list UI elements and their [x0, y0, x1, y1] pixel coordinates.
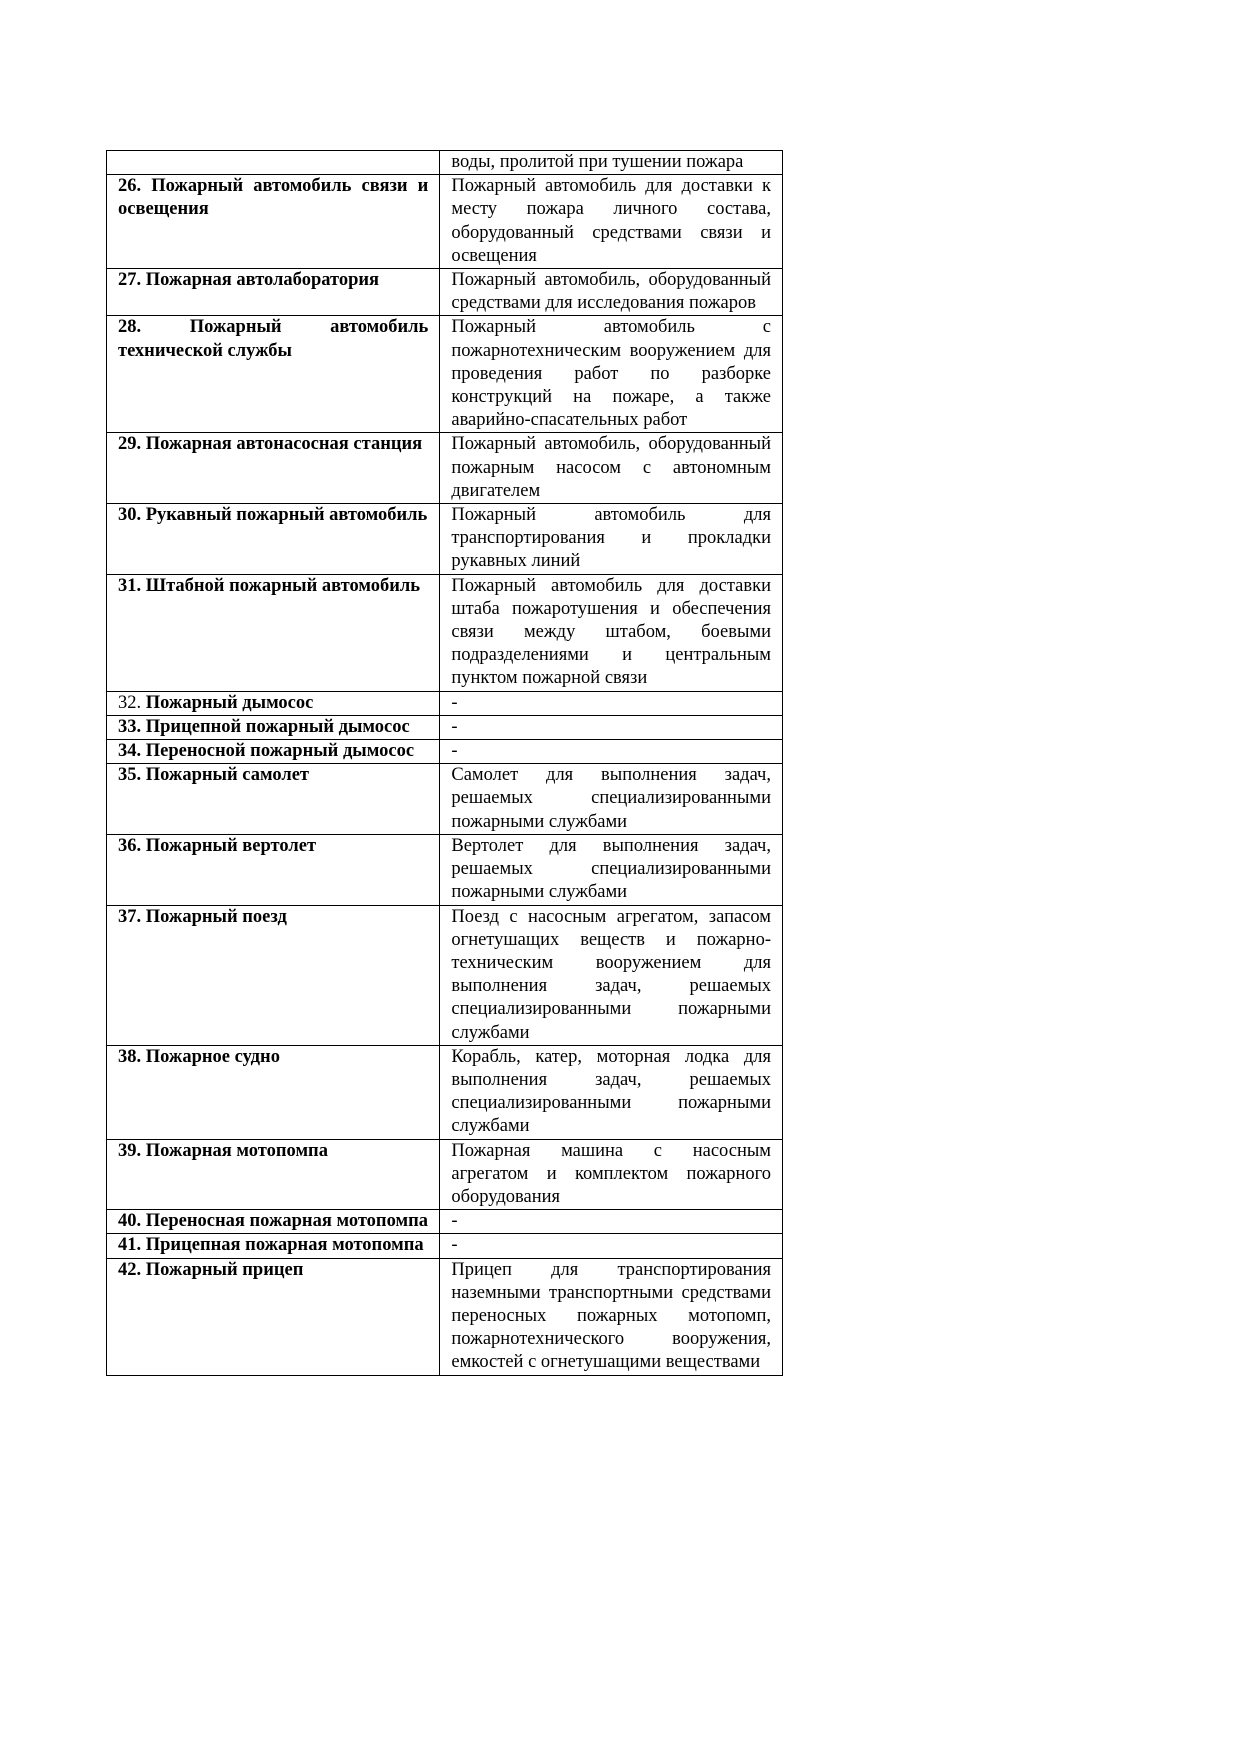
definition-cell: воды, пролитой при тушении пожара	[440, 151, 783, 175]
definition-cell: Пожарный автомобиль, оборудованный пожарным насосом с автономным двигателем	[440, 433, 783, 504]
term-cell: 39. Пожарная мотопомпа	[107, 1139, 440, 1210]
table-row	[107, 691, 783, 715]
definition-cell: Пожарный автомобиль, оборудованный средствами для исследования пожаров	[440, 269, 783, 316]
term-label: Пожарный дымосос	[145, 692, 314, 713]
term-cell: 34. Переносной пожарный дымосос	[107, 740, 440, 764]
definition-cell: Вертолет для выполнения задач, решаемых специализированными пожарными службами	[440, 834, 783, 905]
table-row	[107, 269, 783, 316]
table-row	[107, 715, 783, 739]
definition-cell: Самолет для выполнения задач, решаемых специализированными пожарными службами	[440, 764, 783, 835]
table-row	[107, 574, 783, 691]
definition-cell: Корабль, катер, моторная лодка для выполнения задач, решаемых специализированными пожарными службами	[440, 1045, 783, 1139]
table-row	[107, 1234, 783, 1258]
definition-cell: Пожарная машина с насосным агрегатом и комплектом пожарного оборудования	[440, 1139, 783, 1210]
term-cell: 27. Пожарная автолаборатория	[107, 269, 440, 316]
table-row	[107, 764, 783, 835]
definition-cell: -	[440, 1210, 783, 1234]
definition-cell: Пожарный автомобиль для доставки штаба пожаротушения и обеспечения связи между штабом, боевыми подразделениями и центральным пунктом пожарной связи	[440, 574, 783, 691]
term-cell: 28. Пожарный автомобиль технической службы	[107, 316, 440, 433]
table-row	[107, 433, 783, 504]
definition-cell: -	[440, 715, 783, 739]
term-number: 32.	[118, 692, 142, 713]
term-cell: 26. Пожарный автомобиль связи и освещения	[107, 175, 440, 269]
term-cell: 31. Штабной пожарный автомобиль	[107, 574, 440, 691]
table-row	[107, 504, 783, 575]
table-row	[107, 740, 783, 764]
definition-cell: -	[440, 740, 783, 764]
table-row	[107, 151, 783, 175]
definition-cell: Пожарный автомобиль для доставки к месту пожара личного состава, оборудованный средствами связи и освещения	[440, 175, 783, 269]
table-row	[107, 834, 783, 905]
table-row	[107, 905, 783, 1045]
definition-cell: Поезд с насосным агрегатом, запасом огнетушащих веществ и пожарно-техническим вооружением для выполнения задач, решаемых специализированными пожарными службами	[440, 905, 783, 1045]
table-row	[107, 1045, 783, 1139]
term-cell: 35. Пожарный самолет	[107, 764, 440, 835]
term-cell: 40. Переносная пожарная мотопомпа	[107, 1210, 440, 1234]
term-cell: 30. Рукавный пожарный автомобиль	[107, 504, 440, 575]
table-row	[107, 1258, 783, 1375]
definition-cell: -	[440, 1234, 783, 1258]
table-row	[107, 1139, 783, 1210]
definition-cell: -	[440, 691, 783, 715]
table-row	[107, 316, 783, 433]
term-cell	[107, 691, 440, 715]
term-cell: 42. Пожарный прицеп	[107, 1258, 440, 1375]
term-cell: 29. Пожарная автонасосная станция	[107, 433, 440, 504]
term-cell: 37. Пожарный поезд	[107, 905, 440, 1045]
table-row	[107, 175, 783, 269]
definition-cell: Пожарный автомобиль с пожарнотехническим вооружением для проведения работ по разборке конструкций на пожаре, а также аварийно-спасательных работ	[440, 316, 783, 433]
term-cell: 33. Прицепной пожарный дымосос	[107, 715, 440, 739]
definition-cell: Прицеп для транспортирования наземными транспортными средствами переносных пожарных мотопомп, пожарнотехнического вооружения, емкостей с огнетушащими веществами	[440, 1258, 783, 1375]
term-cell: 41. Прицепная пожарная мотопомпа	[107, 1234, 440, 1258]
table-row	[107, 1210, 783, 1234]
term-cell: 38. Пожарное судно	[107, 1045, 440, 1139]
definition-cell: Пожарный автомобиль для транспортирования и прокладки рукавных линий	[440, 504, 783, 575]
term-cell: 36. Пожарный вертолет	[107, 834, 440, 905]
term-cell	[107, 151, 440, 175]
terms-table	[106, 150, 783, 1376]
